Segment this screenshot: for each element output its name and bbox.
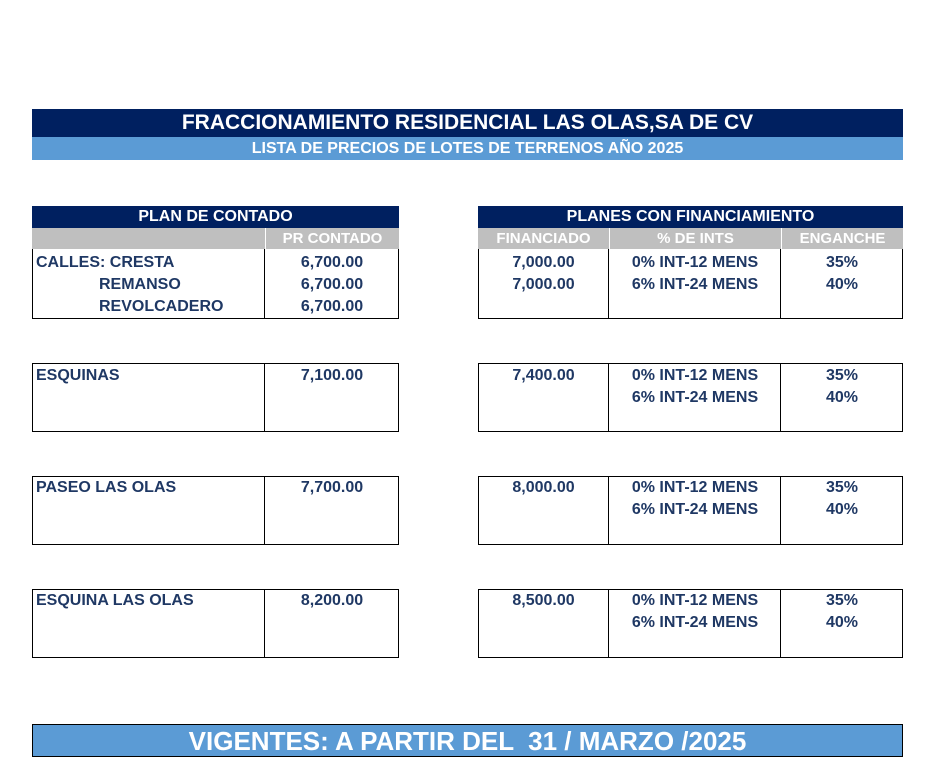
lot-label: ESQUINA LAS OLAS [36,592,194,609]
price-contado: 6,700.00 [300,254,364,271]
price-contado: 7,100.00 [300,367,364,384]
col-header-financiado: FINANCIADO [478,228,609,249]
interest-plan: 6% INT-24 MENS [631,389,759,406]
enganche-value: 35% [825,479,859,496]
document-title: FRACCIONAMIENTO RESIDENCIAL LAS OLAS,SA DE CV [32,109,903,137]
price-contado: 7,700.00 [300,479,364,496]
contado-title: PLAN DE CONTADO [32,206,399,228]
price-contado: 6,700.00 [300,298,364,315]
price-financiado: 7,000.00 [512,276,575,293]
col-header-interes: % DE INTS [609,228,781,249]
enganche-value: 35% [825,592,859,609]
lot-label: PASEO LAS OLAS [36,479,177,496]
lot-label: CALLES: CRESTA [36,254,175,271]
interest-plan: 6% INT-24 MENS [631,501,759,518]
enganche-value: 35% [825,254,859,271]
col-header-enganche: ENGANCHE [781,228,903,249]
price-financiado: 8,500.00 [512,592,575,609]
price-contado: 6,700.00 [300,276,364,293]
interest-plan: 0% INT-12 MENS [631,592,759,609]
price-financiado: 7,400.00 [512,367,575,384]
lot-label: ESQUINAS [36,367,120,384]
contado-header-blank [32,228,265,249]
enganche-value: 40% [825,389,859,406]
interest-plan: 6% INT-24 MENS [631,276,759,293]
enganche-value: 40% [825,614,859,631]
price-contado: 8,200.00 [300,592,364,609]
enganche-value: 35% [825,367,859,384]
lot-label: REMANSO [99,276,181,293]
interest-plan: 0% INT-12 MENS [631,479,759,496]
enganche-value: 40% [825,276,859,293]
interest-plan: 6% INT-24 MENS [631,614,759,631]
validity-banner: VIGENTES: A PARTIR DEL 31 / MARZO /2025 [32,724,903,757]
price-financiado: 7,000.00 [512,254,575,271]
lot-label: REVOLCADERO [99,298,224,315]
interest-plan: 0% INT-12 MENS [631,254,759,271]
col-header-pr-contado: PR CONTADO [265,228,399,249]
interest-plan: 0% INT-12 MENS [631,367,759,384]
enganche-value: 40% [825,501,859,518]
document-subtitle: LISTA DE PRECIOS DE LOTES DE TERRENOS AÑO 2025 [32,137,903,160]
price-financiado: 8,000.00 [512,479,575,496]
financiamiento-title: PLANES CON FINANCIAMIENTO [478,206,903,228]
